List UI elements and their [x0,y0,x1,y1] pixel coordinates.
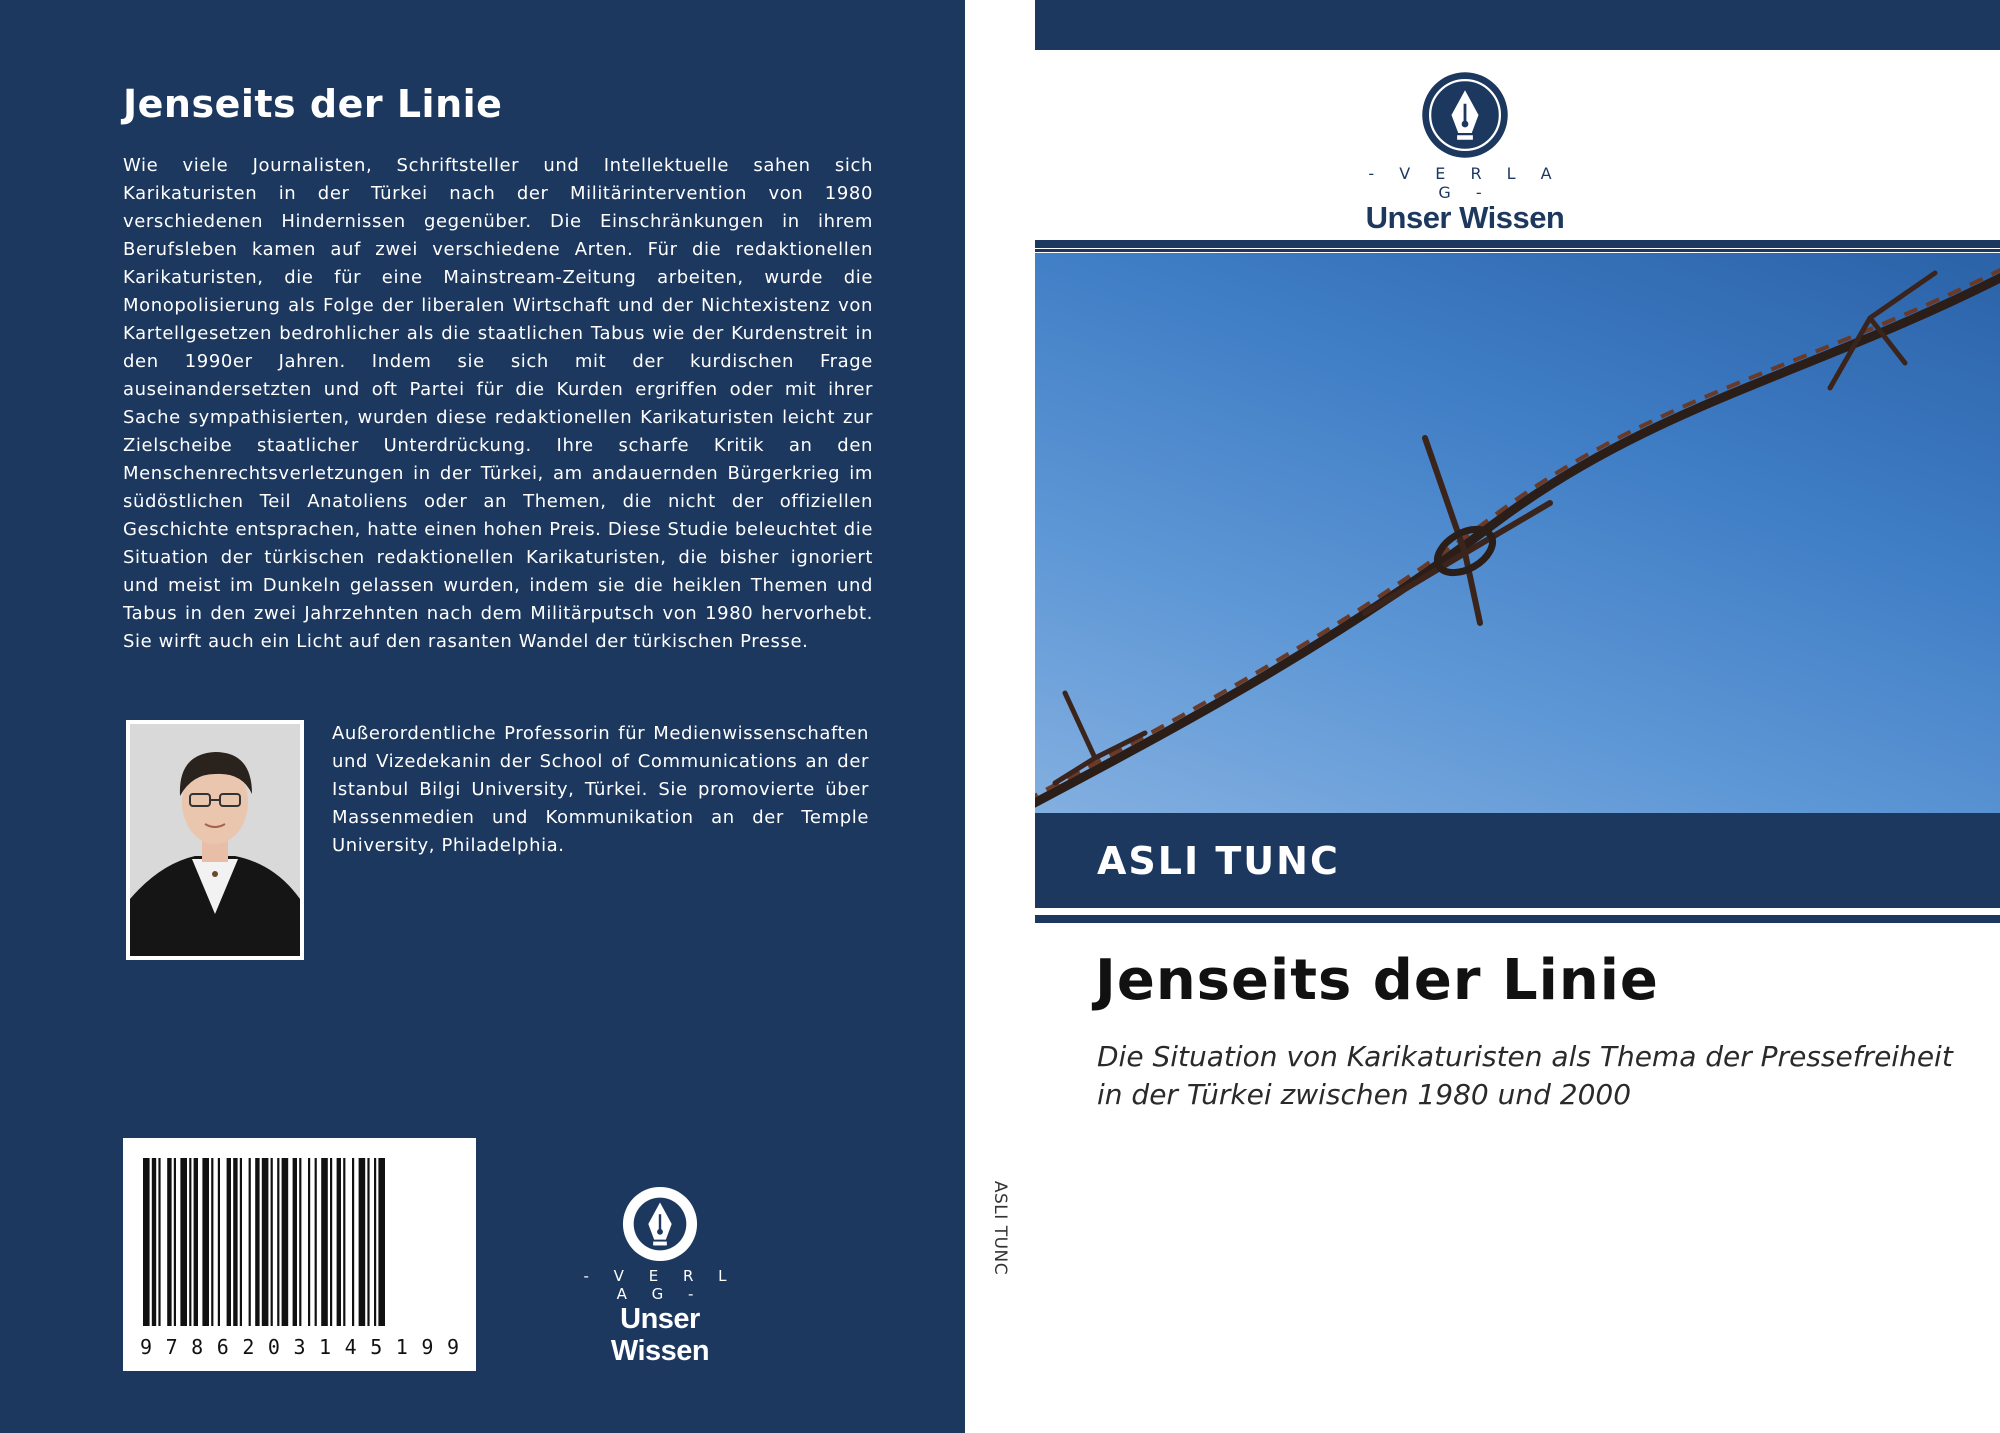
barcode-bar [374,1158,376,1326]
barcode-bar [293,1158,297,1326]
barcode-bar [189,1158,191,1326]
isbn-digit: 5 [370,1335,383,1359]
pen-nib-emblem-icon [621,1185,699,1263]
isbn-digit: 9 [446,1335,459,1359]
barcode-bar [180,1158,187,1326]
divider-rule [1035,240,2000,248]
front-subtitle: Die Situation von Karikaturisten als Thema der Pressefreiheit in der Türkei zwischen 1980 und 2000 [1097,1040,1953,1111]
pen-nib-emblem-icon [1420,70,1510,160]
barcode-bar [211,1158,213,1326]
isbn-number [131,1335,468,1359]
barcode-bar [158,1158,160,1326]
barcode-icon [123,1158,476,1353]
barcode-bar [343,1158,345,1326]
barcode-bar [167,1158,171,1326]
front-cover [1035,0,2000,1433]
isbn-digit: 2 [242,1335,255,1359]
barcode-bar [337,1158,341,1326]
spine-author: ASLI TUNC [990,1180,1010,1276]
barcode-bar [321,1158,328,1326]
front-title: Jenseits der Linie [1095,948,1659,1013]
barcode-bar [255,1158,259,1326]
barcode-bar [194,1158,198,1326]
divider-rule [1035,915,2000,923]
back-cover [0,0,965,1433]
barbed-wire-photo [1035,253,2000,813]
barcode-bar [249,1158,251,1326]
barcode-bar [271,1158,273,1326]
divider-rule-thin [1035,249,2000,252]
isbn-digit: 6 [216,1335,229,1359]
isbn-digit: 4 [344,1335,357,1359]
barcode-bar [152,1158,156,1326]
isbn-digit: 8 [191,1335,204,1359]
front-publisher-logo [1365,70,1565,234]
isbn-digit: 9 [140,1335,153,1359]
barcode-bar [308,1158,310,1326]
isbn-digit: 9 [421,1335,434,1359]
isbn-digit: 1 [395,1335,408,1359]
barcode-bar [359,1158,366,1326]
barcode-bar [262,1158,269,1326]
back-publisher-logo [570,1185,750,1367]
portrait-illustration [130,724,300,956]
barcode-bar [378,1158,385,1326]
isbn-digit: 7 [165,1335,178,1359]
publisher-name: Unser Wissen [610,1303,710,1367]
author-bio: Außerordentliche Professorin für Medienwissenschaften und Vizedekanin der School of Communications an der Istanbul Bilgi University, Türkei. Sie promovierte über Massenmedien und Kommunikation an der Temple University, Philadelphia. [332,723,869,856]
barcode-bar [227,1158,231,1326]
author-portrait-image [130,724,300,956]
top-color-band [1035,0,2000,50]
front-author-name: ASLI TUNC [1097,839,1340,883]
publisher-verlag-label: - V E R L A G - [583,1267,737,1303]
isbn-digit: 1 [319,1335,332,1359]
spine [965,0,1035,1433]
isbn-barcode [123,1138,476,1371]
barcode-bar [218,1158,220,1326]
author-photo [126,720,304,960]
blurb-text: Wie viele Journalisten, Schriftsteller und Intellektuelle sahen sich Karikaturisten in der Türkei nach der Militärintervention von 1980 verschiedenen Hindernissen gegenüber. Die Einschränkungen in ihrem Berufsleben kamen auf zwei verschiedene Arten. Für die redaktionellen Karikaturisten, die für eine Mainstream-Zeitung arbeiten, wurde die Monopolisierung als Folge der liberalen Wirtschaft und der Nichtexistenz von Kartellgesetzen bedrohlicher als die staatlichen Tabus wie der Kurdenstreit in den 1990er Jahren. Indem sie sich mit der kurdischen Frage auseinandersetzten und oft Partei für die Kurden ergriffen oder mit ihrer Sache sympathisierten, wurden diese redaktionellen Karikaturisten leicht zur Zielscheibe staatlicher Unterdrückung. Ihre scharfe Kritik an den Menschenrechtsverletzungen in der Türkei, am andauernden Bürgerkrieg im südöstlichen Teil Anatoliens oder an Themen, die nicht der offiziellen Geschichte entsprachen, hatte einen hohen Preis. Diese Studie beleuchtet die Situation der türkischen redaktionellen Karikaturisten, die bisher ignoriert und meist im Dunkeln gelassen wurden, indem sie die heiklen Themen und Tabus in den zwei Jahrzehnten nach dem Militärputsch von 1980 hervorhebt. Sie wirft auch ein Licht auf den rasanten Wandel der türkischen Presse. [123,155,873,652]
author-band [1035,813,2000,908]
barcode-bar [233,1158,237,1326]
publisher-verlag-label: - V E R L A G - [1368,164,1562,202]
barbed-wire-illustration [1035,253,2000,813]
barcode-bar [352,1158,354,1326]
barcode-bar [282,1158,289,1326]
barcode-bar [315,1158,317,1326]
barcode-bar [202,1158,209,1326]
barcode-bar [367,1158,369,1326]
back-cover-title: Jenseits der Linie [123,82,503,126]
barcode-bar [299,1158,301,1326]
barcode-bar [143,1158,150,1326]
barcode-bar [174,1158,176,1326]
barcode-bar [277,1158,279,1326]
isbn-digit: 3 [293,1335,306,1359]
barcode-bar [330,1158,332,1326]
publisher-name: Unser Wissen [1365,200,1565,235]
barcode-bar [240,1158,242,1326]
isbn-digit: 0 [267,1335,280,1359]
